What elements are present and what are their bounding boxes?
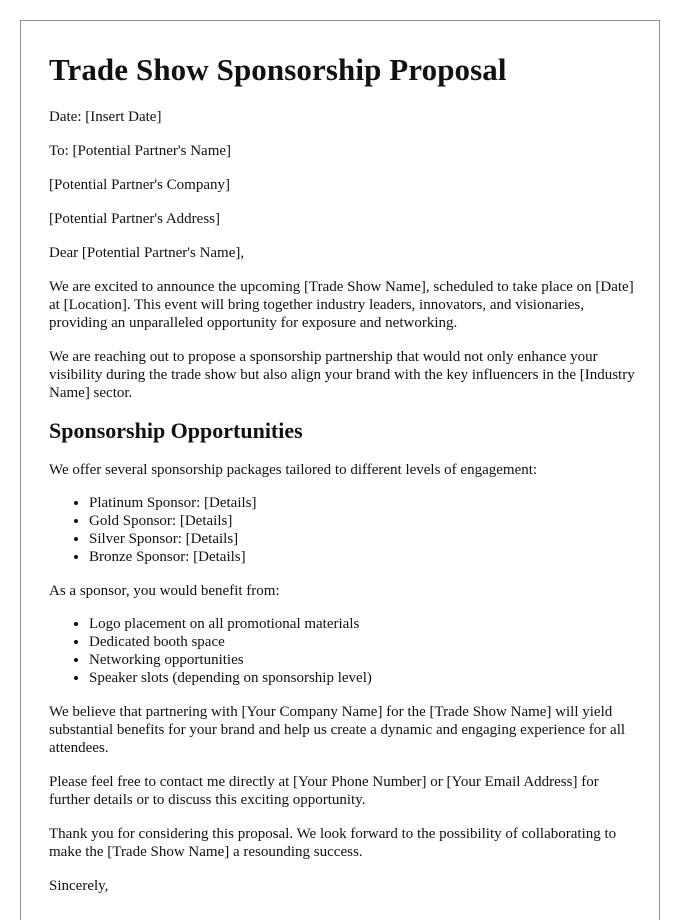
recipient-address-line: [Potential Partner's Address] bbox=[49, 211, 221, 227]
package-list-item: • Platinum Sponsor: [Details] bbox=[89, 494, 639, 512]
outreach-paragraph: We are reaching out to propose a sponsorship partnership that would not only enhance your visibility during the trade show but also align your brand with the key influencers in the [Industry Name] sector. bbox=[49, 349, 635, 401]
intro-paragraph: We are excited to announce the upcoming [Trade Show Name], scheduled to take place on [Date] at [Location]. This event will bring together industry leaders, innovators, and visionaries, providing an unparalleled opportunity for exposure and networking. bbox=[49, 279, 634, 331]
benefit-list-item: • Dedicated booth space bbox=[89, 633, 639, 651]
document-title: Trade Show Sponsorship Proposal bbox=[49, 52, 507, 87]
benefit-list-item: • Networking opportunities bbox=[89, 651, 639, 669]
closing-line: Sincerely, bbox=[49, 878, 109, 894]
recipient-company-line: [Potential Partner's Company] bbox=[49, 177, 231, 193]
belief-paragraph: We believe that partnering with [Your Company Name] for the [Trade Show Name] will yield substantial benefits for your brand and help us create a dynamic and engaging experience for all attendees. bbox=[49, 704, 626, 756]
benefit-list-item: • Logo placement on all promotional materials bbox=[89, 615, 639, 633]
sponsorship-package-list bbox=[49, 494, 639, 566]
letter-page bbox=[20, 20, 660, 920]
date-line: Date: [Insert Date] bbox=[49, 109, 162, 125]
salutation: Dear [Potential Partner's Name], bbox=[49, 245, 245, 261]
package-list-item: • Gold Sponsor: [Details] bbox=[89, 512, 639, 530]
benefits-intro: As a sponsor, you would benefit from: bbox=[49, 583, 280, 599]
recipient-name-line: To: [Potential Partner's Name] bbox=[49, 143, 232, 159]
thanks-paragraph: Thank you for considering this proposal. We look forward to the possibility of collaborating to make the [Trade Show Name] a resounding success. bbox=[49, 826, 617, 860]
package-list-item: • Bronze Sponsor: [Details] bbox=[89, 548, 639, 566]
section-heading-sponsorship-opportunities: Sponsorship Opportunities bbox=[49, 418, 303, 443]
packages-intro: We offer several sponsorship packages tailored to different levels of engagement: bbox=[49, 462, 538, 478]
letter-content bbox=[49, 53, 639, 911]
package-list-item: • Silver Sponsor: [Details] bbox=[89, 530, 639, 548]
benefit-list-item: • Speaker slots (depending on sponsorship level) bbox=[89, 669, 639, 687]
sponsor-benefit-list bbox=[49, 615, 639, 687]
contact-paragraph: Please feel free to contact me directly at [Your Phone Number] or [Your Email Address] for further details or to discuss this exciting opportunity. bbox=[49, 774, 599, 808]
